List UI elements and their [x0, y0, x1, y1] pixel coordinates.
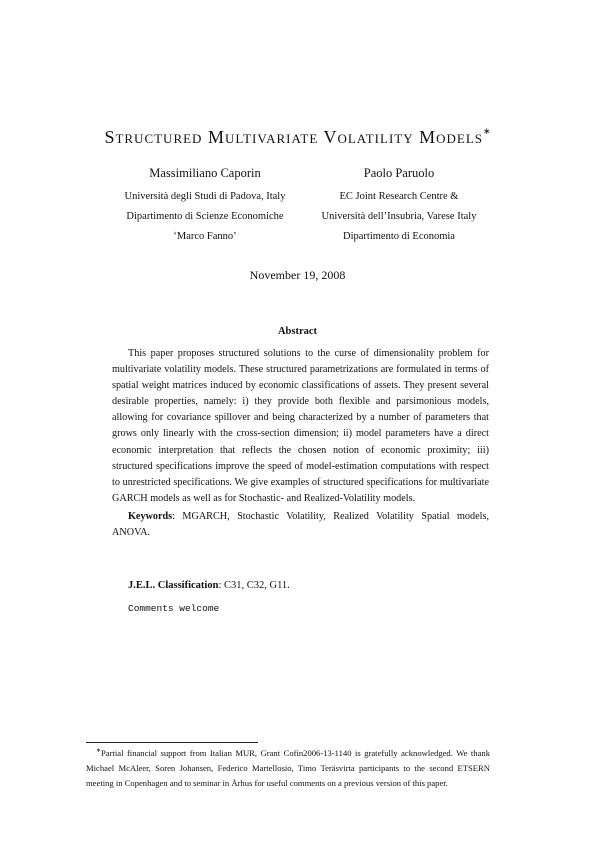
- title-footnote-mark: ∗: [483, 126, 491, 136]
- paper-title-text: Structured Multivariate Volatility Models: [104, 127, 484, 147]
- keywords-label: Keywords: [128, 510, 173, 522]
- author-affiliation-line: EC Joint Research Centre &: [339, 191, 459, 202]
- footnote-rule: [86, 742, 258, 743]
- keywords-line: [112, 509, 489, 541]
- jel-codes: : C31, C32, G11.: [218, 580, 290, 591]
- author-name: Paolo Paruolo: [363, 166, 435, 180]
- abstract-heading: Abstract: [277, 326, 318, 337]
- author-affiliation-line: Università degli Studi di Padova, Italy: [124, 191, 286, 202]
- paper-title: [0, 126, 595, 148]
- author-block-2: [284, 166, 514, 247]
- author-affiliation-line: Università dell’Insubria, Varese Italy: [321, 211, 477, 222]
- author-affiliation-line: Dipartimento di Economia: [343, 231, 455, 242]
- footnote-text: Partial financial support from Italian MUR, Grant Cofin2006-13-1140 is gratefully acknowledged. We thank Michael McAleer, Soren Johansen, Federico Martellosio, Timo Teräsvirta participants to the second ETSERN meeting in Copenhagen and to seminar in Århus for useful comments on a previous version of this paper.: [86, 747, 490, 789]
- comments-note: Comments welcome: [128, 603, 220, 614]
- author-name: Massimiliano Caporin: [149, 166, 261, 180]
- abstract-text: This paper proposes structured solutions to the curse of dimensionality problem for multivariate volatility models. These structured parametrizations are formulated in terms of spatial weight matrices induced by economic classifications of assets. They present several desirable properties, namely: i) they provide both flexible and parsimonious models, allowing for covariance spillover and being characterized by a number of parameters that grows only linearly with the cross-section dimension; ii) model parameters have a direct economic interpretation that reflects the chosen notion of economic proximity; iii) structured specifications improve the speed of model-estimation computations with respect to unrestricted specifications. We give examples of structured specifications for multivariate GARCH models as well as for Stochastic- and Realized-Volatility models.: [112, 348, 489, 504]
- keywords-text: : MGARCH, Stochastic Volatility, Realized Volatility Spatial models, ANOVA.: [112, 510, 489, 539]
- jel-classification: [128, 580, 290, 591]
- author-affiliation-line: ‘Marco Fanno’: [173, 231, 237, 242]
- author-affiliation-line: Dipartimento di Scienze Economiche: [126, 211, 284, 222]
- footnote-mark: ∗: [96, 748, 102, 754]
- abstract-block: [112, 346, 489, 541]
- jel-label: J.E.L. Classification: [128, 580, 219, 591]
- footnote: [86, 744, 490, 791]
- paper-date: November 19, 2008: [249, 268, 346, 282]
